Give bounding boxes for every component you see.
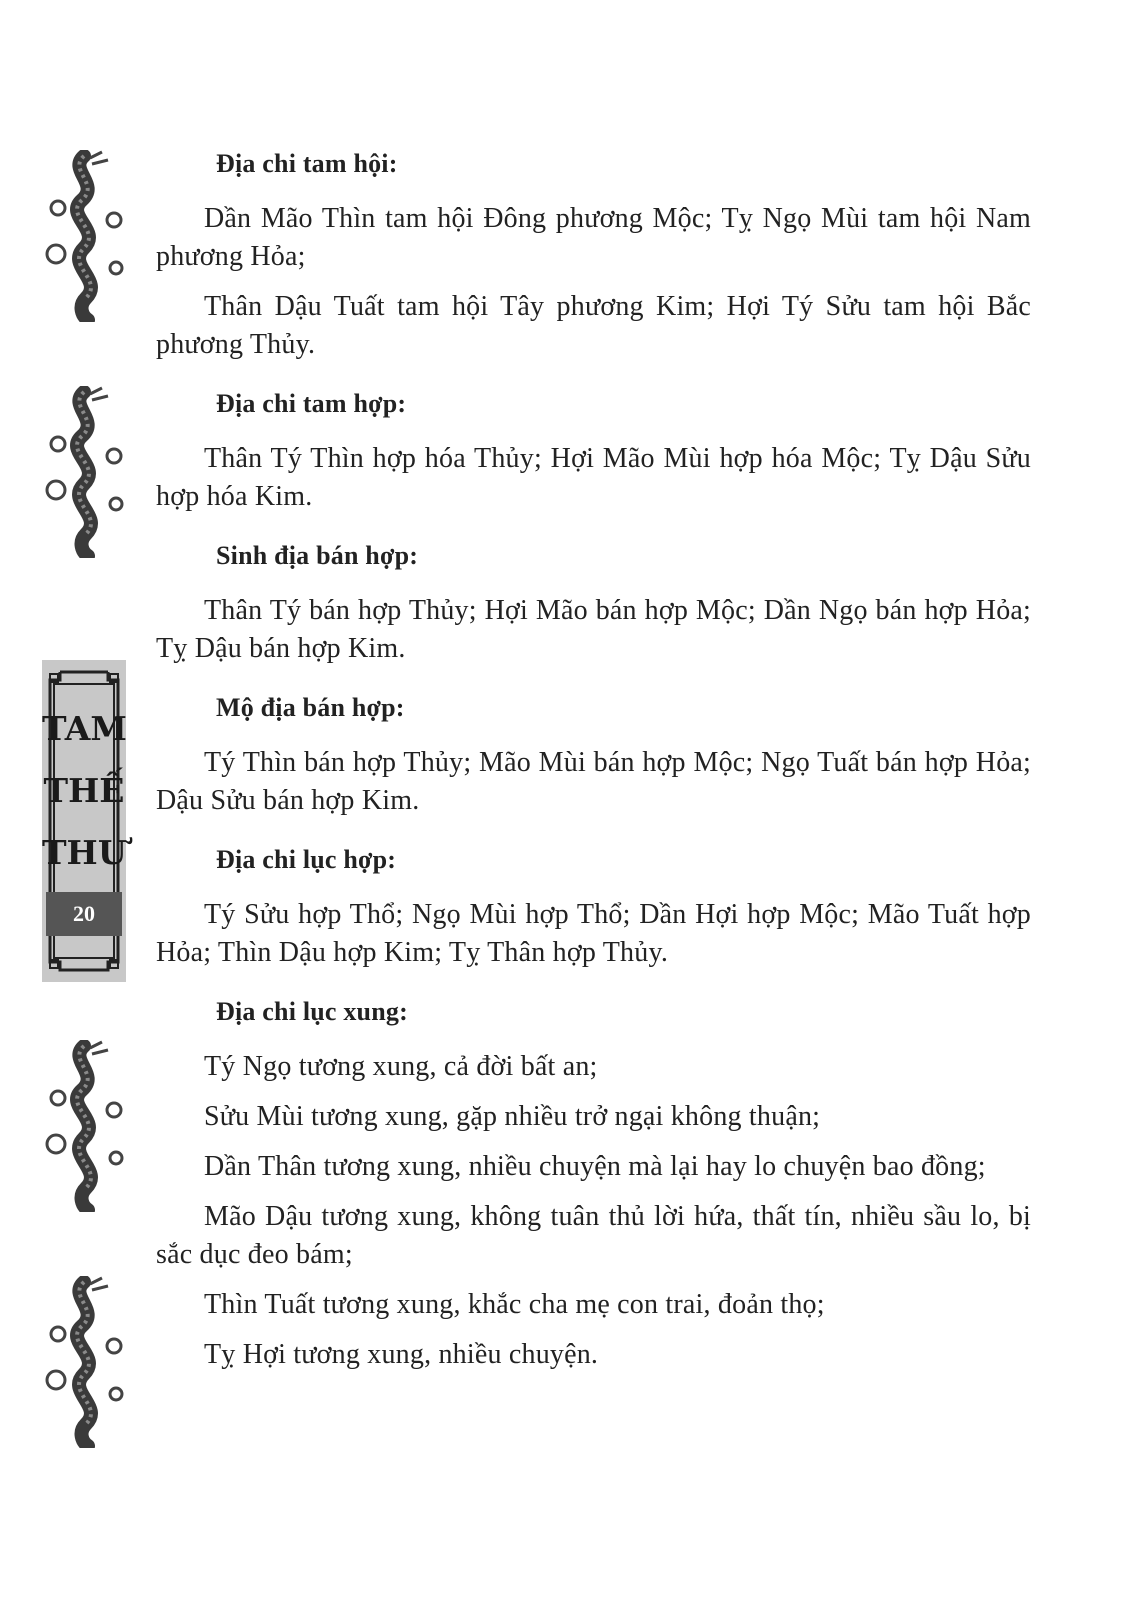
section-sinh-dia-ban-hop — [156, 540, 1031, 668]
dragon-ornament-icon — [38, 1040, 130, 1212]
section-mo-dia-ban-hop — [156, 692, 1031, 820]
dragon-ornament-icon — [38, 1276, 130, 1448]
section-tam-hop — [156, 388, 1031, 516]
page-body — [156, 148, 1031, 1386]
book-title — [42, 698, 126, 884]
book-title-line: THƯ — [42, 833, 127, 872]
paragraph: Sửu Mùi tương xung, gặp nhiều trở ngại không thuận; — [204, 1101, 821, 1132]
paragraph: Dần Thân tương xung, nhiều chuyện mà lại hay lo chuyện bao đồng; — [204, 1151, 986, 1182]
paragraph: Thìn Tuất tương xung, khắc cha mẹ con trai, đoản thọ; — [204, 1289, 825, 1320]
section-luc-xung — [156, 996, 1031, 1374]
paragraph: Tý Sửu hợp Thổ; Ngọ Mùi hợp Thổ; Dần Hợi hợp Mộc; Mão Tuất hợp Hỏa; Thìn Dậu hợp Kim; Tỵ Thân hợp Thủy. — [156, 899, 1031, 968]
dragon-ornament-icon — [38, 386, 130, 558]
paragraph: Tý Thìn bán hợp Thủy; Mão Mùi bán hợp Mộc; Ngọ Tuất bán hợp Hỏa; Dậu Sửu bán hợp Kim. — [156, 747, 1031, 816]
section-heading: Địa chi lục hợp: — [216, 845, 397, 874]
section-tam-hoi — [156, 148, 1031, 364]
paragraph: Tý Ngọ tương xung, cả đời bất an; — [204, 1051, 598, 1082]
section-heading: Sinh địa bán hợp: — [216, 541, 419, 570]
book-title-tab — [42, 660, 126, 982]
section-heading: Mộ địa bán hợp: — [216, 693, 405, 722]
section-luc-hop — [156, 844, 1031, 972]
dragon-ornament-icon — [38, 150, 130, 322]
paragraph: Tỵ Hợi tương xung, nhiều chuyện. — [204, 1339, 599, 1370]
paragraph: Mão Dậu tương xung, không tuân thủ lời hứa, thất tín, nhiều sầu lo, bị sắc dục đeo bám; — [156, 1201, 1031, 1270]
paragraph: Thân Tý bán hợp Thủy; Hợi Mão bán hợp Mộc; Dần Ngọ bán hợp Hỏa; Tỵ Dậu bán hợp Kim. — [156, 595, 1031, 664]
section-heading: Địa chi tam hội: — [216, 149, 398, 178]
paragraph: Thân Dậu Tuất tam hội Tây phương Kim; Hợi Tý Sửu tam hội Bắc phương Thủy. — [156, 291, 1031, 360]
section-heading: Địa chi tam hợp: — [216, 389, 407, 418]
paragraph: Dần Mão Thìn tam hội Đông phương Mộc; Tỵ Ngọ Mùi tam hội Nam phương Hỏa; — [156, 203, 1031, 272]
paragraph: Thân Tý Thìn hợp hóa Thủy; Hợi Mão Mùi hợp hóa Mộc; Tỵ Dậu Sửu hợp hóa Kim. — [156, 443, 1031, 512]
section-heading: Địa chi lục xung: — [216, 997, 408, 1026]
page-number: 20 — [46, 892, 122, 936]
book-title-line: TAM — [42, 709, 127, 748]
book-title-line: THẾ — [43, 771, 125, 810]
